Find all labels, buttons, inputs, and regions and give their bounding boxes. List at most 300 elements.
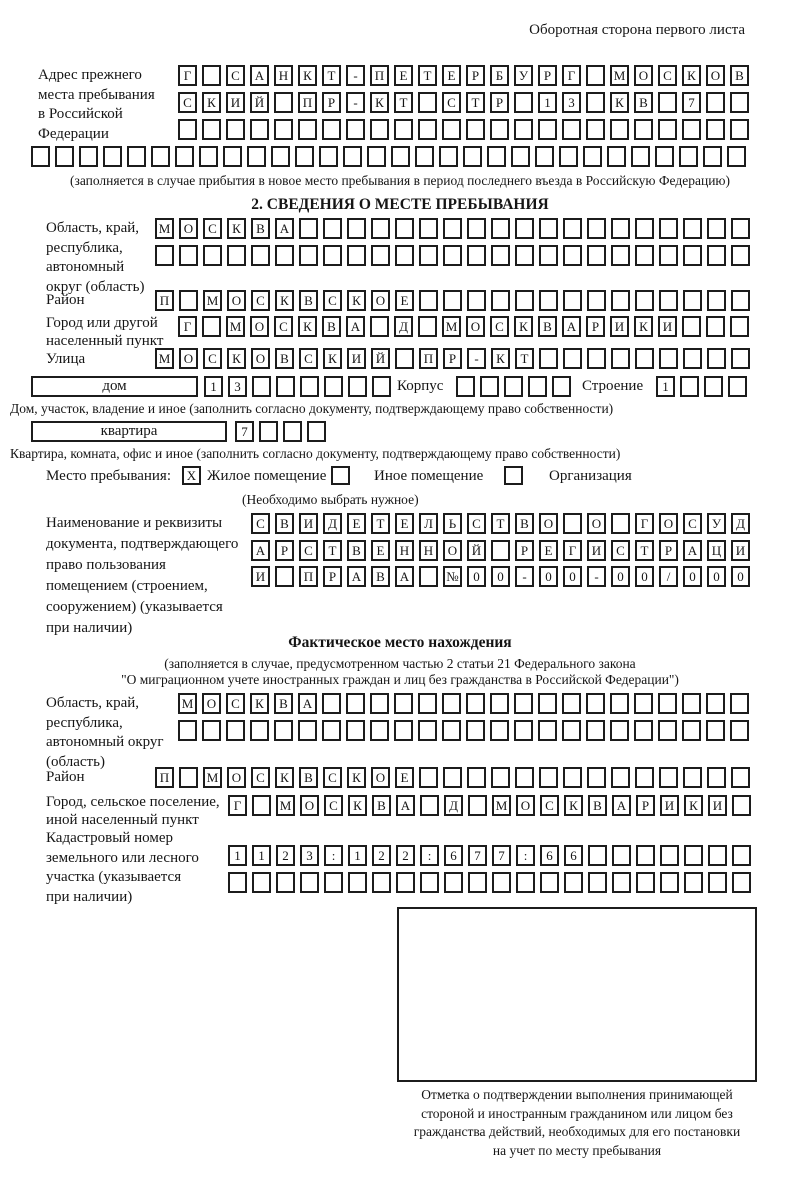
- char-box[interactable]: Н: [419, 540, 438, 561]
- char-box[interactable]: [372, 872, 391, 893]
- char-box[interactable]: [636, 872, 655, 893]
- char-box[interactable]: А: [395, 566, 414, 587]
- char-box[interactable]: [203, 245, 222, 266]
- char-box[interactable]: С: [251, 767, 270, 788]
- char-box[interactable]: [731, 767, 750, 788]
- char-box[interactable]: [707, 348, 726, 369]
- char-box[interactable]: [468, 872, 487, 893]
- char-box[interactable]: К: [514, 316, 533, 337]
- char-box[interactable]: [538, 119, 557, 140]
- char-box[interactable]: 0: [539, 566, 558, 587]
- char-box[interactable]: [179, 290, 198, 311]
- char-box[interactable]: [586, 65, 605, 86]
- char-box[interactable]: М: [610, 65, 629, 86]
- char-box[interactable]: [684, 872, 703, 893]
- char-box[interactable]: П: [298, 92, 317, 113]
- char-box[interactable]: [463, 146, 482, 167]
- char-box[interactable]: В: [251, 218, 270, 239]
- char-box[interactable]: [346, 720, 365, 741]
- char-box[interactable]: [707, 767, 726, 788]
- char-box[interactable]: 7: [235, 421, 254, 442]
- char-box[interactable]: Т: [515, 348, 534, 369]
- char-box[interactable]: В: [275, 348, 294, 369]
- char-box[interactable]: [466, 720, 485, 741]
- char-box[interactable]: [367, 146, 386, 167]
- char-box[interactable]: С: [323, 290, 342, 311]
- char-box[interactable]: [103, 146, 122, 167]
- char-box[interactable]: [443, 290, 462, 311]
- char-box[interactable]: К: [347, 290, 366, 311]
- char-box[interactable]: [683, 348, 702, 369]
- char-box[interactable]: [659, 245, 678, 266]
- char-box[interactable]: [370, 119, 389, 140]
- char-box[interactable]: [370, 693, 389, 714]
- char-box[interactable]: [682, 119, 701, 140]
- char-box[interactable]: [611, 218, 630, 239]
- char-box[interactable]: [514, 693, 533, 714]
- char-box[interactable]: -: [346, 92, 365, 113]
- char-box[interactable]: [528, 376, 547, 397]
- char-box[interactable]: [684, 845, 703, 866]
- char-box[interactable]: В: [515, 513, 534, 534]
- char-box[interactable]: Л: [419, 513, 438, 534]
- char-box[interactable]: [396, 872, 415, 893]
- char-box[interactable]: И: [658, 316, 677, 337]
- char-box[interactable]: П: [155, 767, 174, 788]
- char-box[interactable]: П: [370, 65, 389, 86]
- char-box[interactable]: [348, 872, 367, 893]
- char-box[interactable]: [178, 119, 197, 140]
- char-box[interactable]: [324, 376, 343, 397]
- char-box[interactable]: И: [299, 513, 318, 534]
- char-box[interactable]: [636, 845, 655, 866]
- char-box[interactable]: У: [514, 65, 533, 86]
- char-box[interactable]: [610, 720, 629, 741]
- char-box[interactable]: [562, 693, 581, 714]
- char-box[interactable]: [682, 720, 701, 741]
- char-box[interactable]: Г: [178, 65, 197, 86]
- char-box[interactable]: [634, 720, 653, 741]
- char-box[interactable]: Т: [394, 92, 413, 113]
- char-box[interactable]: Г: [178, 316, 197, 337]
- char-box[interactable]: -: [467, 348, 486, 369]
- char-box[interactable]: [151, 146, 170, 167]
- char-box[interactable]: :: [324, 845, 343, 866]
- char-box[interactable]: [660, 872, 679, 893]
- char-box[interactable]: 7: [468, 845, 487, 866]
- char-box[interactable]: [658, 92, 677, 113]
- char-box[interactable]: [394, 720, 413, 741]
- char-box[interactable]: [515, 290, 534, 311]
- char-box[interactable]: [586, 720, 605, 741]
- char-box[interactable]: [395, 348, 414, 369]
- char-box[interactable]: [347, 245, 366, 266]
- char-box[interactable]: [583, 146, 602, 167]
- char-box[interactable]: К: [323, 348, 342, 369]
- char-box[interactable]: П: [419, 348, 438, 369]
- char-box[interactable]: Д: [323, 513, 342, 534]
- char-box[interactable]: [539, 290, 558, 311]
- char-box[interactable]: М: [442, 316, 461, 337]
- char-box[interactable]: [731, 218, 750, 239]
- char-box[interactable]: [442, 720, 461, 741]
- char-box[interactable]: М: [203, 767, 222, 788]
- char-box[interactable]: :: [420, 845, 439, 866]
- char-box[interactable]: О: [706, 65, 725, 86]
- char-box[interactable]: М: [155, 218, 174, 239]
- char-box[interactable]: Ь: [443, 513, 462, 534]
- char-box[interactable]: [703, 146, 722, 167]
- char-box[interactable]: Г: [228, 795, 247, 816]
- char-box[interactable]: [480, 376, 499, 397]
- char-box[interactable]: Р: [490, 92, 509, 113]
- char-box[interactable]: [731, 348, 750, 369]
- char-box[interactable]: И: [708, 795, 727, 816]
- char-box[interactable]: [610, 693, 629, 714]
- char-box[interactable]: М: [492, 795, 511, 816]
- char-box[interactable]: С: [683, 513, 702, 534]
- char-box[interactable]: Т: [635, 540, 654, 561]
- char-box[interactable]: А: [683, 540, 702, 561]
- char-box[interactable]: С: [611, 540, 630, 561]
- char-box[interactable]: [559, 146, 578, 167]
- char-box[interactable]: О: [227, 767, 246, 788]
- char-box[interactable]: -: [515, 566, 534, 587]
- char-box[interactable]: [706, 316, 725, 337]
- char-box[interactable]: [323, 218, 342, 239]
- char-box[interactable]: [299, 218, 318, 239]
- char-box[interactable]: Т: [371, 513, 390, 534]
- char-box[interactable]: [683, 290, 702, 311]
- char-box[interactable]: В: [299, 290, 318, 311]
- char-box[interactable]: [635, 290, 654, 311]
- char-box[interactable]: [612, 872, 631, 893]
- char-box[interactable]: [704, 376, 723, 397]
- char-box[interactable]: К: [634, 316, 653, 337]
- char-box[interactable]: [395, 245, 414, 266]
- char-box[interactable]: [588, 872, 607, 893]
- char-box[interactable]: [490, 693, 509, 714]
- char-box[interactable]: [199, 146, 218, 167]
- char-box[interactable]: 0: [731, 566, 750, 587]
- char-box[interactable]: Е: [394, 65, 413, 86]
- char-box[interactable]: [563, 245, 582, 266]
- char-box[interactable]: О: [443, 540, 462, 561]
- char-box[interactable]: Д: [731, 513, 750, 534]
- char-box[interactable]: К: [684, 795, 703, 816]
- char-box[interactable]: [127, 146, 146, 167]
- char-box[interactable]: [730, 720, 749, 741]
- char-box[interactable]: №: [443, 566, 462, 587]
- char-box[interactable]: С: [490, 316, 509, 337]
- char-box[interactable]: С: [274, 316, 293, 337]
- char-box[interactable]: [300, 376, 319, 397]
- char-box[interactable]: А: [275, 218, 294, 239]
- char-box[interactable]: [343, 146, 362, 167]
- char-box[interactable]: К: [564, 795, 583, 816]
- char-box[interactable]: [371, 218, 390, 239]
- char-box[interactable]: [611, 245, 630, 266]
- char-box[interactable]: -: [346, 65, 365, 86]
- char-box[interactable]: И: [251, 566, 270, 587]
- char-box[interactable]: 0: [467, 566, 486, 587]
- char-box[interactable]: [658, 693, 677, 714]
- char-box[interactable]: [274, 119, 293, 140]
- char-box[interactable]: М: [178, 693, 197, 714]
- char-box[interactable]: [611, 348, 630, 369]
- char-box[interactable]: В: [371, 566, 390, 587]
- char-box[interactable]: А: [251, 540, 270, 561]
- char-box[interactable]: М: [276, 795, 295, 816]
- char-box[interactable]: [635, 245, 654, 266]
- char-box[interactable]: О: [179, 348, 198, 369]
- char-box[interactable]: Т: [322, 65, 341, 86]
- char-box[interactable]: С: [251, 290, 270, 311]
- char-box[interactable]: Е: [395, 290, 414, 311]
- char-box[interactable]: С: [467, 513, 486, 534]
- char-box[interactable]: [155, 245, 174, 266]
- char-box[interactable]: 7: [492, 845, 511, 866]
- char-box[interactable]: -: [587, 566, 606, 587]
- char-box[interactable]: [683, 218, 702, 239]
- char-box[interactable]: Е: [539, 540, 558, 561]
- char-box[interactable]: С: [323, 767, 342, 788]
- char-box[interactable]: [706, 92, 725, 113]
- char-box[interactable]: 1: [348, 845, 367, 866]
- char-box[interactable]: [562, 720, 581, 741]
- char-box[interactable]: [419, 566, 438, 587]
- char-box[interactable]: 0: [683, 566, 702, 587]
- char-box[interactable]: [179, 767, 198, 788]
- char-box[interactable]: [708, 872, 727, 893]
- char-box[interactable]: [319, 146, 338, 167]
- char-box[interactable]: [732, 795, 751, 816]
- char-box[interactable]: К: [227, 218, 246, 239]
- char-box[interactable]: [456, 376, 475, 397]
- char-box[interactable]: [491, 540, 510, 561]
- char-box[interactable]: [514, 720, 533, 741]
- char-box[interactable]: Р: [443, 348, 462, 369]
- char-box[interactable]: [252, 376, 271, 397]
- char-box[interactable]: [31, 146, 50, 167]
- char-box[interactable]: В: [347, 540, 366, 561]
- char-box[interactable]: И: [610, 316, 629, 337]
- char-box[interactable]: Р: [586, 316, 605, 337]
- char-box[interactable]: [372, 376, 391, 397]
- char-box[interactable]: 1: [228, 845, 247, 866]
- char-box[interactable]: [587, 218, 606, 239]
- char-box[interactable]: [275, 566, 294, 587]
- char-box[interactable]: В: [730, 65, 749, 86]
- char-box[interactable]: К: [491, 348, 510, 369]
- char-box[interactable]: [658, 119, 677, 140]
- char-box[interactable]: [418, 92, 437, 113]
- char-box[interactable]: [346, 119, 365, 140]
- char-box[interactable]: [252, 872, 271, 893]
- char-box[interactable]: [202, 316, 221, 337]
- char-box[interactable]: 3: [228, 376, 247, 397]
- char-box[interactable]: [307, 421, 326, 442]
- char-box[interactable]: [347, 218, 366, 239]
- char-box[interactable]: [298, 720, 317, 741]
- char-box[interactable]: К: [227, 348, 246, 369]
- char-box[interactable]: [682, 316, 701, 337]
- char-box[interactable]: [492, 872, 511, 893]
- char-box[interactable]: [226, 119, 245, 140]
- char-box[interactable]: Т: [491, 513, 510, 534]
- char-box[interactable]: Р: [538, 65, 557, 86]
- char-box[interactable]: [587, 245, 606, 266]
- char-box[interactable]: В: [274, 693, 293, 714]
- char-box[interactable]: [728, 376, 747, 397]
- char-box[interactable]: Г: [635, 513, 654, 534]
- char-box[interactable]: [588, 845, 607, 866]
- char-box[interactable]: 0: [563, 566, 582, 587]
- char-box[interactable]: [730, 316, 749, 337]
- char-box[interactable]: [466, 693, 485, 714]
- char-box[interactable]: О: [587, 513, 606, 534]
- char-box[interactable]: О: [179, 218, 198, 239]
- char-box[interactable]: [612, 845, 631, 866]
- char-box[interactable]: 2: [276, 845, 295, 866]
- char-box[interactable]: Ц: [707, 540, 726, 561]
- char-box[interactable]: :: [516, 845, 535, 866]
- char-box[interactable]: И: [731, 540, 750, 561]
- char-box[interactable]: [659, 767, 678, 788]
- char-box[interactable]: [511, 146, 530, 167]
- char-box[interactable]: [587, 767, 606, 788]
- char-box[interactable]: В: [372, 795, 391, 816]
- char-box[interactable]: [283, 421, 302, 442]
- char-box[interactable]: У: [707, 513, 726, 534]
- char-box[interactable]: [516, 872, 535, 893]
- char-box[interactable]: [731, 245, 750, 266]
- char-box[interactable]: [587, 348, 606, 369]
- char-box[interactable]: [491, 245, 510, 266]
- char-box[interactable]: А: [347, 566, 366, 587]
- char-box[interactable]: [439, 146, 458, 167]
- char-box[interactable]: [226, 720, 245, 741]
- char-box[interactable]: [539, 767, 558, 788]
- char-box[interactable]: [418, 316, 437, 337]
- char-box[interactable]: [202, 720, 221, 741]
- char-box[interactable]: Р: [659, 540, 678, 561]
- char-box[interactable]: С: [324, 795, 343, 816]
- char-box[interactable]: [540, 872, 559, 893]
- char-box[interactable]: [491, 767, 510, 788]
- char-box[interactable]: О: [466, 316, 485, 337]
- char-box[interactable]: А: [612, 795, 631, 816]
- char-box[interactable]: [419, 245, 438, 266]
- char-box[interactable]: О: [539, 513, 558, 534]
- stay-housing-checkbox[interactable]: X: [182, 466, 201, 485]
- char-box[interactable]: П: [299, 566, 318, 587]
- char-box[interactable]: [442, 119, 461, 140]
- char-box[interactable]: [708, 845, 727, 866]
- stay-org-checkbox[interactable]: [504, 466, 523, 485]
- char-box[interactable]: 1: [252, 845, 271, 866]
- char-box[interactable]: [586, 693, 605, 714]
- char-box[interactable]: Й: [371, 348, 390, 369]
- char-box[interactable]: [658, 720, 677, 741]
- char-box[interactable]: [635, 348, 654, 369]
- char-box[interactable]: К: [348, 795, 367, 816]
- char-box[interactable]: [707, 218, 726, 239]
- char-box[interactable]: [490, 720, 509, 741]
- char-box[interactable]: [727, 146, 746, 167]
- char-box[interactable]: [271, 146, 290, 167]
- char-box[interactable]: М: [203, 290, 222, 311]
- char-box[interactable]: О: [250, 316, 269, 337]
- char-box[interactable]: [538, 720, 557, 741]
- char-box[interactable]: [634, 119, 653, 140]
- char-box[interactable]: [55, 146, 74, 167]
- char-box[interactable]: И: [226, 92, 245, 113]
- char-box[interactable]: [466, 119, 485, 140]
- char-box[interactable]: [706, 720, 725, 741]
- char-box[interactable]: [259, 421, 278, 442]
- char-box[interactable]: [468, 795, 487, 816]
- char-box[interactable]: [682, 693, 701, 714]
- char-box[interactable]: [391, 146, 410, 167]
- char-box[interactable]: [659, 218, 678, 239]
- char-box[interactable]: [731, 290, 750, 311]
- char-box[interactable]: [274, 720, 293, 741]
- char-box[interactable]: [228, 872, 247, 893]
- char-box[interactable]: И: [587, 540, 606, 561]
- char-box[interactable]: 0: [491, 566, 510, 587]
- char-box[interactable]: О: [300, 795, 319, 816]
- char-box[interactable]: [610, 119, 629, 140]
- char-box[interactable]: О: [371, 767, 390, 788]
- char-box[interactable]: [730, 119, 749, 140]
- char-box[interactable]: В: [322, 316, 341, 337]
- char-box[interactable]: В: [588, 795, 607, 816]
- char-box[interactable]: [247, 146, 266, 167]
- char-box[interactable]: С: [540, 795, 559, 816]
- char-box[interactable]: [467, 218, 486, 239]
- char-box[interactable]: [563, 513, 582, 534]
- char-box[interactable]: [683, 245, 702, 266]
- char-box[interactable]: [514, 119, 533, 140]
- char-box[interactable]: [586, 119, 605, 140]
- char-box[interactable]: [418, 720, 437, 741]
- char-box[interactable]: С: [203, 348, 222, 369]
- char-box[interactable]: Е: [442, 65, 461, 86]
- char-box[interactable]: Е: [395, 767, 414, 788]
- char-box[interactable]: К: [275, 290, 294, 311]
- char-box[interactable]: [707, 245, 726, 266]
- char-box[interactable]: [611, 513, 630, 534]
- char-box[interactable]: [552, 376, 571, 397]
- char-box[interactable]: [515, 218, 534, 239]
- char-box[interactable]: [323, 245, 342, 266]
- char-box[interactable]: [418, 119, 437, 140]
- char-box[interactable]: [276, 376, 295, 397]
- char-box[interactable]: [634, 693, 653, 714]
- char-box[interactable]: [539, 245, 558, 266]
- char-box[interactable]: О: [371, 290, 390, 311]
- char-box[interactable]: М: [226, 316, 245, 337]
- char-box[interactable]: [346, 693, 365, 714]
- char-box[interactable]: А: [346, 316, 365, 337]
- char-box[interactable]: 1: [656, 376, 675, 397]
- char-box[interactable]: [443, 245, 462, 266]
- char-box[interactable]: К: [610, 92, 629, 113]
- char-box[interactable]: С: [251, 513, 270, 534]
- char-box[interactable]: 0: [707, 566, 726, 587]
- char-box[interactable]: [635, 767, 654, 788]
